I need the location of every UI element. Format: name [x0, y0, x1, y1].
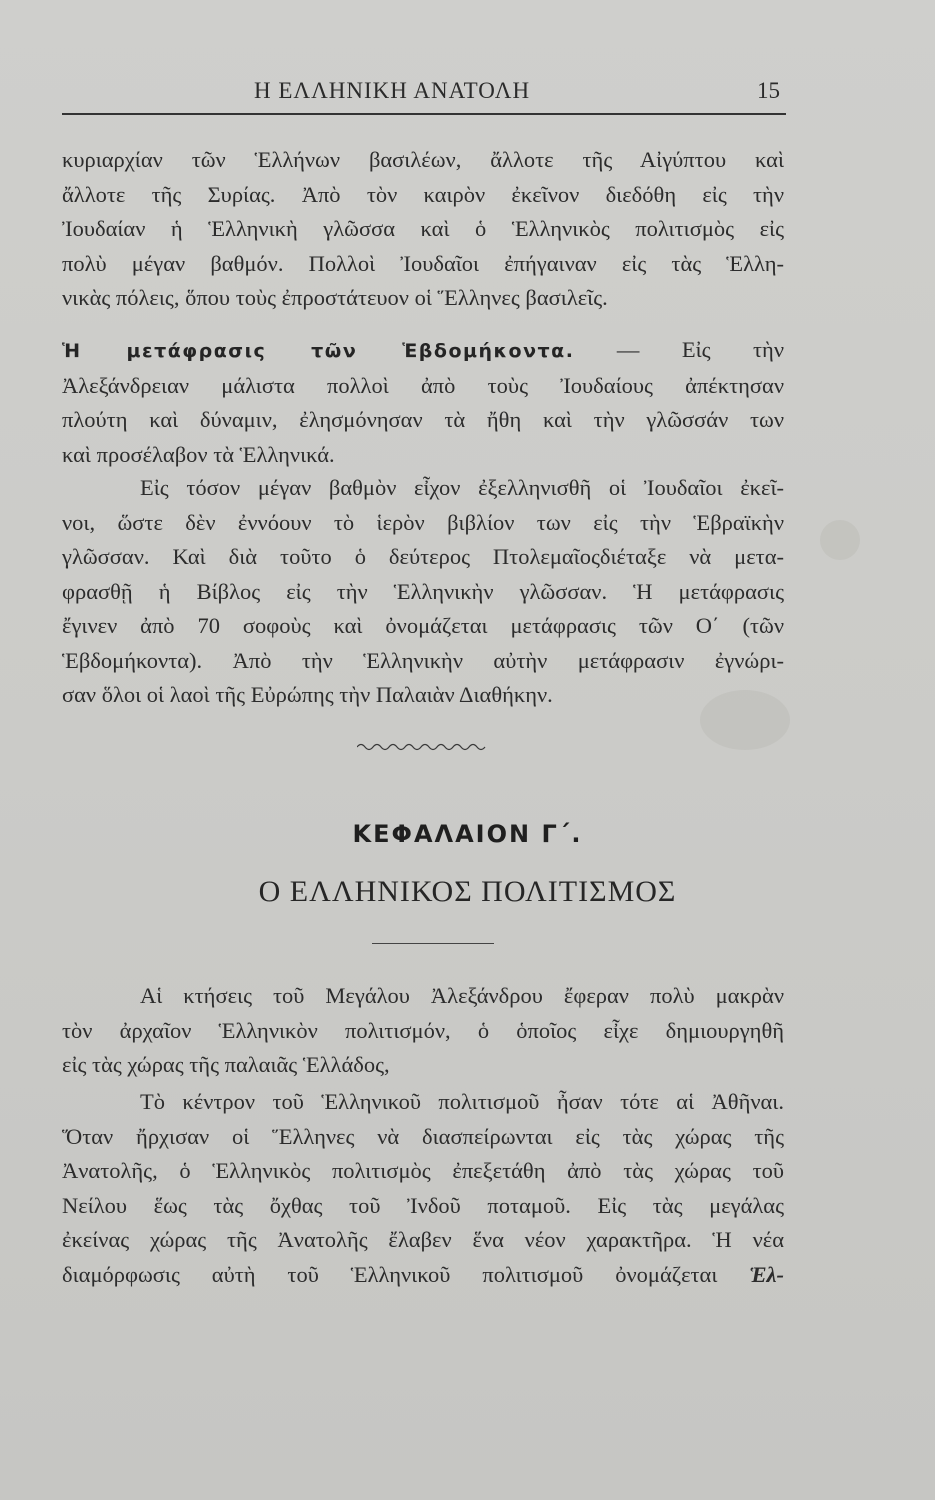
text-line: νοι, ὥστε δὲν ἐννόουν τὸ ἱερὸν βιβλίον των εἰς τὴν Ἑβραϊκὴν: [62, 509, 784, 535]
text-line: Ἰουδαίαν ἡ Ἑλληνικὴ γλῶσσα καὶ ὁ Ἑλληνικὸς πολιτισμὸς εἰς: [62, 216, 784, 241]
text-line: Αἱ κτήσεις τοῦ Μεγάλου Ἀλεξάνδρου ἔφεραν πολὺ μακρὰν: [140, 983, 784, 1008]
text-line: πολὺ μέγαν βαθμόν. Πολλοὶ Ἰουδαῖοι ἐπήγαιναν εἰς τὰς Ἑλλη-: [62, 250, 784, 276]
text-line: ἔγινεν ἀπὸ 70 σοφοὺς καὶ ὀνομάζεται μετάφρασις τῶν Ο΄ (τῶν: [62, 613, 784, 638]
paragraph-1: [62, 143, 784, 316]
page-number: 15: [757, 78, 780, 103]
text-line: πλούτη καὶ δύναμιν, ἐλησμόνησαν τὰ ἤθη καὶ τὴν γλῶσσάν των: [62, 407, 784, 432]
chapter-title: Ο ΕΛΛΗΝΙΚΟΣ ΠΟΛΙΤΙΣΜΟΣ: [258, 875, 677, 908]
header-rule: [62, 113, 786, 115]
section-heading: Ἡ μετάφρασις τῶν Ἑβδομήκοντα.: [62, 340, 575, 362]
paragraph-2: [62, 333, 784, 472]
running-head: [62, 76, 784, 110]
text-line: Τὸ κέντρον τοῦ Ἑλληνικοῦ πολιτισμοῦ ἦσαν τότε αἱ Ἀθῆναι.: [140, 1089, 784, 1114]
text-line: φρασθῇ ἡ Βίβλος εἰς τὴν Ἑλληνικὴν γλῶσσαν. Ἡ μετάφρασις: [62, 578, 784, 604]
paragraph-3: [62, 471, 784, 713]
text-line-content: διαμόρφωσις αὐτὴ τοῦ Ἑλληνικοῦ πολιτισμοῦ ὀνομάζεται: [62, 1261, 718, 1287]
text-line: Ἑβδομήκοντα). Ἀπὸ τὴν Ἑλληνικὴν αὐτὴν μετάφρασιν ἐγνώρι-: [62, 647, 784, 673]
text-line: σαν ὅλοι οἱ λαοὶ τῆς Εὐρώπης τὴν Παλαιὰν Διαθήκην.: [62, 682, 553, 707]
text-line-with-heading: [62, 333, 784, 369]
text-line: γλῶσσαν. Καὶ διὰ τοῦτο ὁ δεύτερος Πτολεμαῖοςδιέταξε νὰ μετα-: [62, 544, 784, 569]
text-line: ἄλλοτε τῆς Συρίας. Ἀπὸ τὸν καιρὸν ἐκεῖνον διεδόθη εἰς τὴν: [62, 181, 784, 207]
running-title: Η ΕΛΛΗΝΙΚΗ ΑΝΑΤΟΛΗ: [254, 78, 531, 103]
text-line: Ὅταν ἤρχισαν οἱ Ἕλληνες νὰ διασπείρωνται εἰς τὰς χώρας τῆς: [62, 1123, 784, 1149]
text-line: κυριαρχίαν τῶν Ἑλλήνων βασιλέων, ἄλλοτε τῆς Αἰγύπτου καὶ: [62, 147, 784, 172]
chapter-rule: [372, 943, 494, 944]
text-line: καὶ προσέλαβον τὰ Ἑλληνικά.: [62, 441, 335, 467]
paragraph-4: [62, 979, 784, 1083]
text-line: τὸν ἀρχαῖον Ἑλληνικὸν πολιτισμόν, ὁ ὁποῖος εἶχε δημιουργηθῆ: [62, 1017, 784, 1043]
paragraph-5: [62, 1085, 784, 1292]
text-line: Ἀνατολῆς, ὁ Ἑλληνικὸς πολιτισμὸς ἐπεξετάθη ἀπὸ τὰς χώρας τοῦ: [62, 1158, 784, 1183]
text-line: Νείλου ἕως τὰς ὄχθας τοῦ Ἰνδοῦ ποταμοῦ. Εἰς τὰς μεγάλας: [62, 1192, 784, 1218]
paper-stain: [820, 520, 860, 560]
text-line: νικὰς πόλεις, ὅπου τοὺς ἐπροστάτευον οἱ Ἕλληνες βασιλεῖς.: [62, 285, 608, 310]
text-line: εἰς τὰς χώρας τῆς παλαιᾶς Ἑλλάδος,: [62, 1052, 390, 1077]
heading-continuation: — Εἰς τὴν: [616, 337, 784, 362]
text-line: Ἀλεξάνδρειαν μάλιστα πολλοὶ ἀπὸ τοὺς Ἰουδαίους ἀπέκτησαν: [62, 372, 784, 398]
text-line: ἐκείνας χώρας τῆς Ἀνατολῆς ἔλαβεν ἕνα νέον χαρακτῆρα. Ἡ νέα: [62, 1227, 784, 1252]
chapter-label: ΚΕΦΑΛΑΙΟΝ Γ΄.: [352, 820, 583, 848]
text-line-final: [62, 1258, 784, 1293]
hyphenated-bold-word: Ἑλ-: [749, 1261, 784, 1287]
wavy-divider-ornament: [357, 742, 487, 752]
text-line: Εἰς τόσον μέγαν βαθμὸν εἶχον ἐξελληνισθῆ οἱ Ἰουδαῖοι ἐκεῖ-: [140, 475, 784, 500]
